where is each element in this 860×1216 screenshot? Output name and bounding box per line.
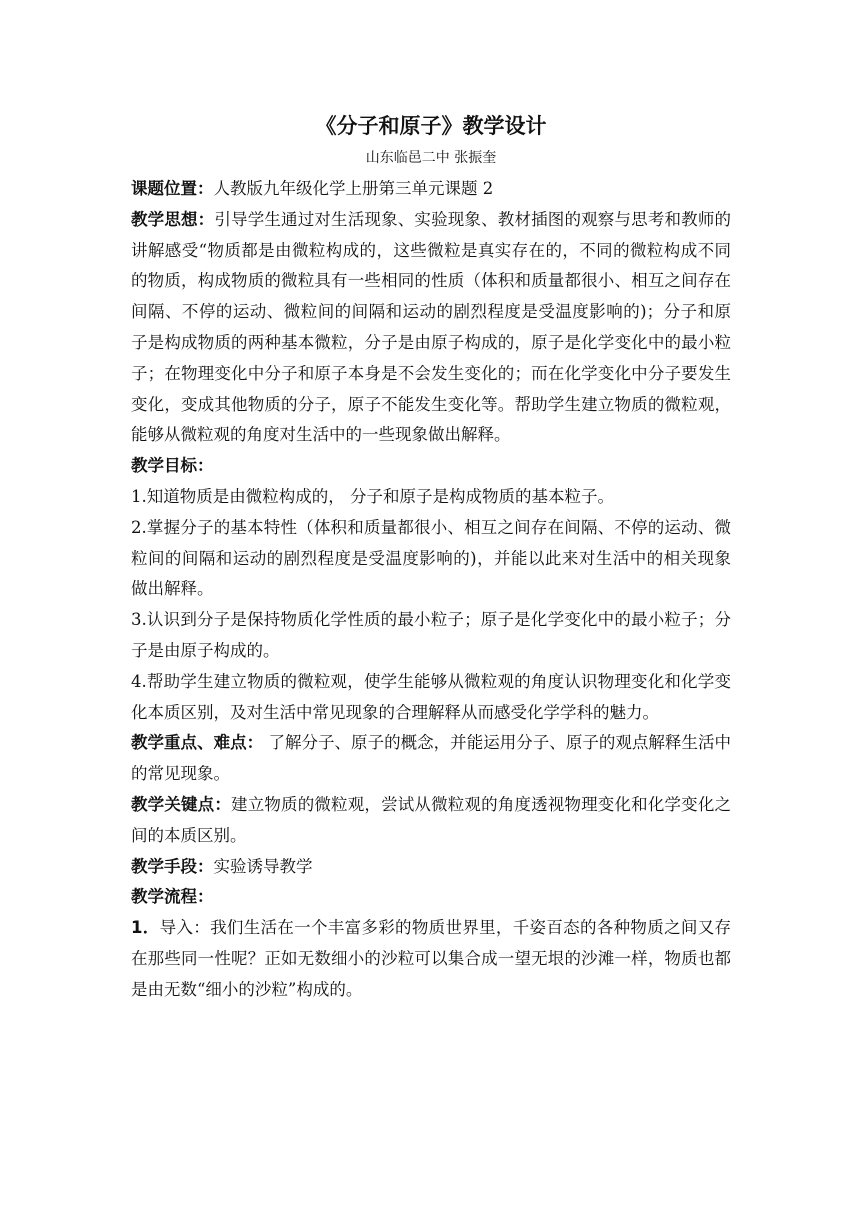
step1-paragraph — [131, 913, 731, 1005]
goals-heading: 教学目标： — [131, 456, 214, 476]
author-line: 山东临邑二中 张振奎 — [365, 150, 497, 166]
means-paragraph — [131, 852, 731, 883]
thought-paragraph — [131, 205, 731, 451]
step1-label: 1． — [131, 918, 160, 938]
key-link-paragraph — [131, 790, 731, 852]
thought-text: 引导学生通过对生活现象、实验现象、教材插图的观察与思考和教师的讲解感受“物质都是由微粒构成的，这些微粒是真实存在的，不同的微粒构成不同的物质，构成物质的微粒具有一些相同的性质（体积和质量都很小、相互之间存在间隔、不停的运动、微粒间的间隔和运动的剧烈程度是受温度影响的)；分子和原子是构成物质的两种基本微粒，分子是由原子构成的，原子是化学变化中的最小粒子；在物理变化中分子和原子本身是不会发生变化的；而在化学变化中分子要发生变化，变成其他物质的分子，原子不能发生变化等。帮助学生建立物质的微粒观，能够从微粒观的角度对生活中的一些现象做出解释。 — [131, 209, 732, 445]
document-title: 《分子和原子》教学设计 — [315, 114, 547, 138]
means-text: 实验诱导教学 — [213, 856, 313, 876]
step1-text: 导入：我们生活在一个丰富多彩的物质世界里，千姿百态的各种物质之间又存在那些同一性呢？正如无数细小的沙粒可以集合成一望无垠的沙滩一样，物质也都是由无数“细小的沙粒”构成的。 — [131, 918, 732, 999]
goal-item: 1.知道物质是由微粒构成的， 分子和原子是构成物质的基本粒子。 — [131, 486, 614, 506]
key-points-text: 了解分子、原子的概念，并能运用分子、原子的观点解释生活中的常见现象。 — [131, 733, 732, 784]
key-link-text: 建立物质的微粒观，尝试从微粒观的角度透视物理变化和化学变化之间的本质区别。 — [131, 794, 732, 845]
position-text: 人教版九年级化学上册第三单元课题 2 — [213, 179, 494, 198]
goal-item: 4.帮助学生建立物质的微粒观，使学生能够从微粒观的角度认识物理变化和化学变化本质区别，及对生活中常见现象的合理解释从而感受化学学科的魅力。 — [131, 671, 731, 722]
means-label: 教学手段： — [131, 856, 214, 876]
key-points-paragraph — [131, 728, 731, 790]
thought-label: 教学思想： — [131, 209, 215, 229]
position-paragraph — [131, 174, 731, 205]
key-points-label: 教学重点、难点： — [131, 733, 264, 753]
goal-item: 2.掌握分子的基本特性（体积和质量都很小、相互之间存在间隔、不停的运动、微粒间的间隔和运动的剧烈程度是受温度影响的)，并能以此来对生活中的相关现象做出解释。 — [131, 517, 731, 599]
goal-item: 3.认识到分子是保持物质化学性质的最小粒子；原子是化学变化中的最小粒子；分子是由原子构成的。 — [131, 610, 731, 660]
document-page — [131, 110, 731, 1006]
position-label: 课题位置： — [131, 179, 214, 198]
key-link-label: 教学关键点： — [131, 794, 232, 814]
process-heading: 教学流程： — [131, 887, 214, 907]
